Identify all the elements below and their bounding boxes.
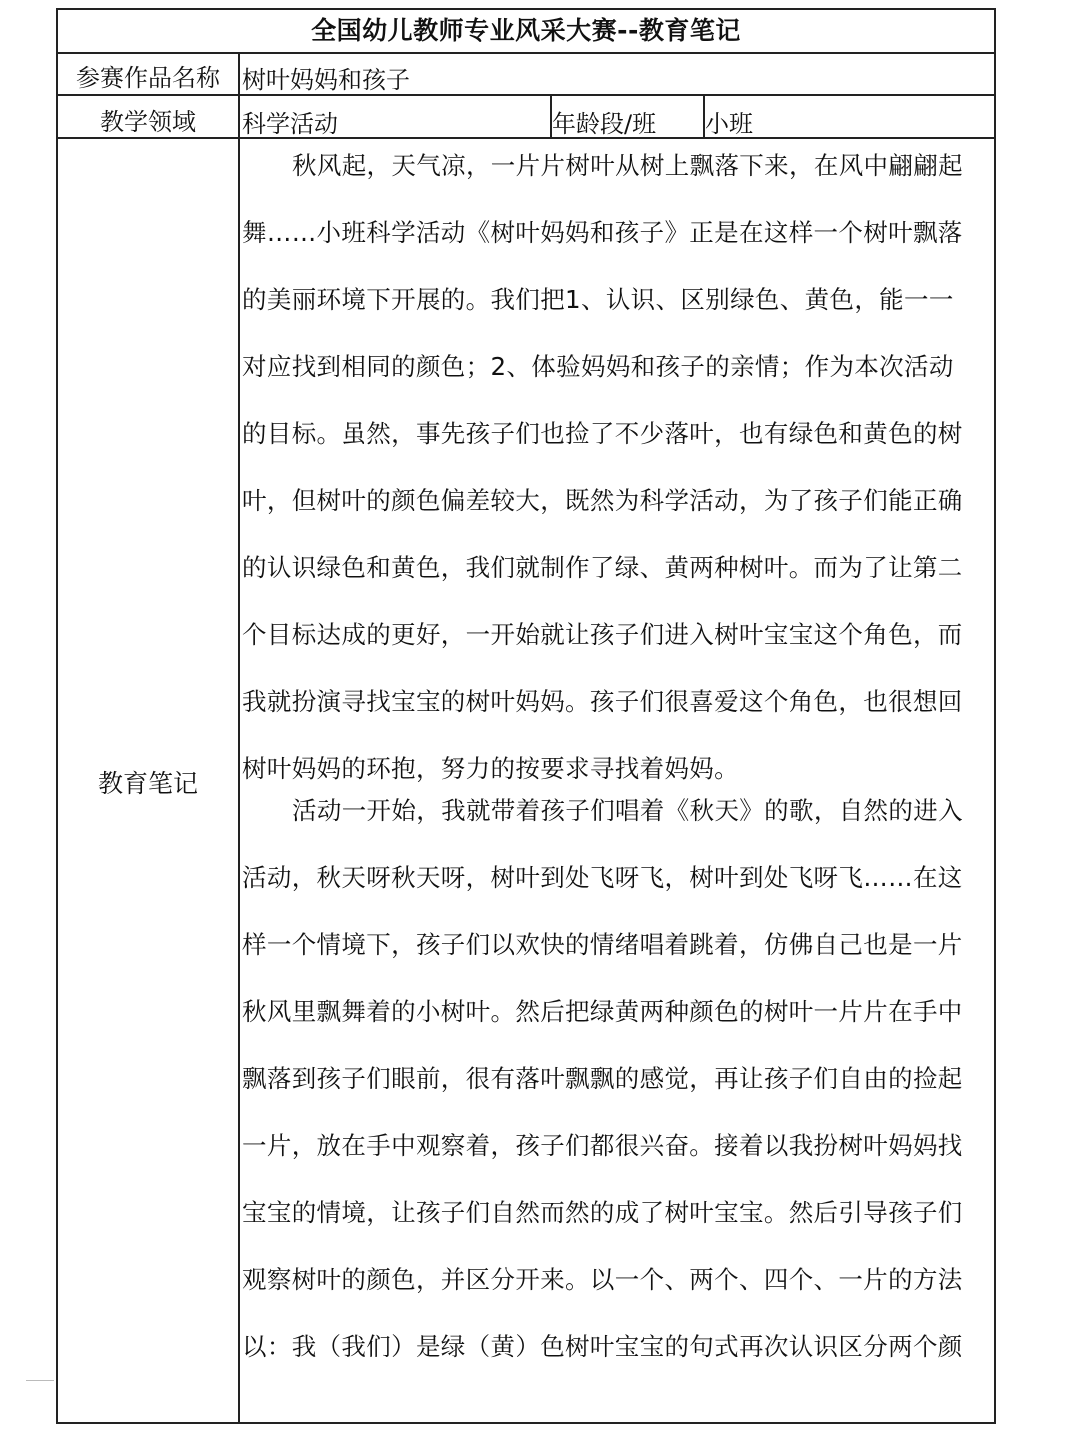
notes-line: 活动，秋天呀秋天呀，树叶到处飞呀飞，树叶到处飞呀飞……在这 [242, 863, 963, 892]
notes-line: 个目标达成的更好，一开始就让孩子们进入树叶宝宝这个角色，而 [242, 620, 963, 649]
work-name-label: 参赛作品名称 [58, 52, 240, 94]
notes-line: 树叶妈妈的环抱，努力的按要求寻找着妈妈。 [242, 754, 739, 783]
work-name-value: 树叶妈妈和孩子 [242, 66, 410, 94]
notes-label: 教育笔记 [58, 139, 240, 1424]
notes-line: 的美丽环境下开展的。我们把1、认识、区别绿色、黄色，能一一 [242, 285, 954, 314]
teaching-domain-value: 科学活动 [242, 110, 338, 137]
notes-line: 的认识绿色和黄色，我们就制作了绿、黄两种树叶。而为了让第二 [242, 553, 963, 582]
notes-line: 对应找到相同的颜色；2、体验妈妈和孩子的亲情；作为本次活动 [242, 352, 954, 381]
margin-tick [26, 1380, 54, 1381]
notes-line: 一片，放在手中观察着，孩子们都很兴奋。接着以我扮树叶妈妈找 [242, 1131, 963, 1160]
notes-line: 活动一开始，我就带着孩子们唱着《秋天》的歌，自然的进入 [292, 796, 963, 825]
notes-line: 的目标。虽然，事先孩子们也捡了不少落叶，也有绿色和黄色的树 [242, 419, 963, 448]
age-group-label: 年龄段/班 [552, 110, 657, 137]
notes-line: 秋风里飘舞着的小树叶。然后把绿黄两种颜色的树叶一片片在手中 [242, 997, 963, 1026]
notes-line: 观察树叶的颜色，并区分开来。以一个、两个、四个、一片的方法 [242, 1265, 963, 1294]
notes-line: 秋风起，天气凉，一片片树叶从树上飘落下来，在风中翩翩起 [292, 151, 963, 180]
age-group-value: 小班 [705, 110, 753, 137]
corner-watermark [850, 0, 930, 4]
notes-line: 我就扮演寻找宝宝的树叶妈妈。孩子们很喜爱这个角色，也很想回 [242, 687, 963, 716]
notes-line: 样一个情境下，孩子们以欢快的情绪唱着跳着，仿佛自己也是一片 [242, 930, 963, 959]
form-table [56, 8, 996, 1424]
notes-line: 宝宝的情境，让孩子们自然而然的成了树叶宝宝。然后引导孩子们 [242, 1198, 963, 1227]
notes-line: 飘落到孩子们眼前，很有落叶飘飘的感觉，再让孩子们自由的捡起 [242, 1064, 963, 1093]
teaching-domain-label: 教学领域 [58, 96, 240, 137]
notes-line: 舞……小班科学活动《树叶妈妈和孩子》正是在这样一个树叶飘落 [242, 218, 963, 247]
notes-line: 以：我（我们）是绿（黄）色树叶宝宝的句式再次认识区分两个颜 [242, 1332, 963, 1361]
form-title: 全国幼儿教师专业风采大赛--教育笔记 [58, 10, 994, 54]
notes-body [242, 146, 996, 1394]
row-teaching-domain [58, 96, 994, 139]
row-work-name [58, 52, 994, 96]
notes-line: 叶，但树叶的颜色偏差较大，既然为科学活动，为了孩子们能正确 [242, 486, 963, 515]
